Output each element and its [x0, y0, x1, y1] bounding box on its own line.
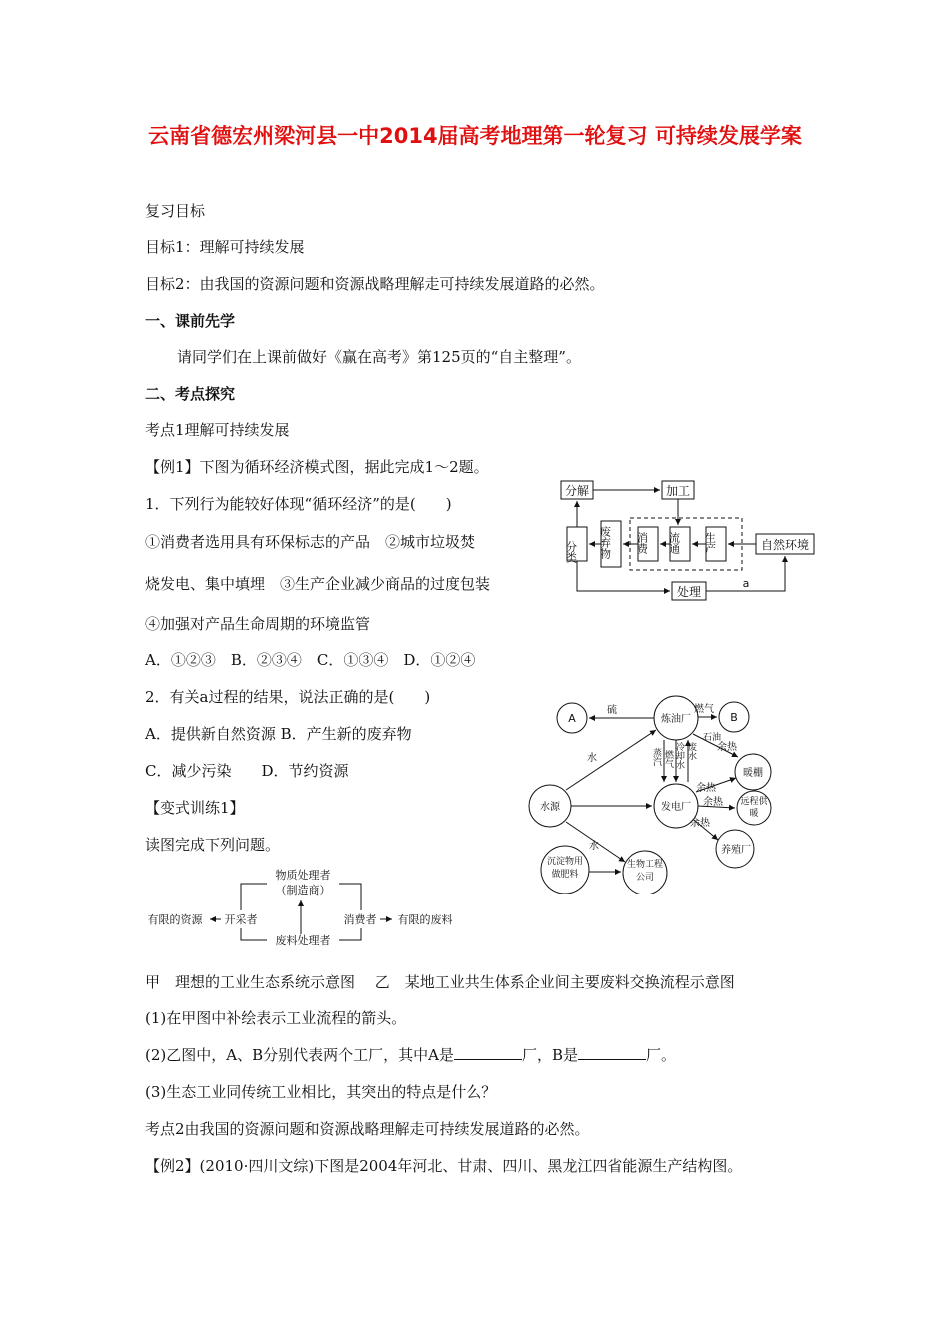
- label-ranqi: 燃气: [694, 704, 714, 715]
- label-xiaofei: 消费: [635, 532, 649, 554]
- industrial-symbiosis-diagram: [528, 692, 788, 894]
- label-yure-3: 余热: [690, 818, 710, 829]
- question-2-options-ab: A．提供新自然资源 B．产生新的废弃物: [145, 725, 412, 743]
- goal-2: 目标2：由我国的资源问题和资源战略理解走可持续发展道路的必然。: [145, 275, 605, 293]
- label-yure-4: 余热: [717, 742, 737, 753]
- question-2: 2．有关a过程的结果，说法正确的是( ): [145, 688, 431, 706]
- label-zhizao: （制造商）: [275, 884, 331, 897]
- question-2-options-cd: C．减少污染 D．节约资源: [145, 762, 349, 780]
- label-liutong: 流通: [667, 532, 681, 554]
- answer-blank-b[interactable]: [578, 1045, 646, 1060]
- label-yure-1: 余热: [696, 783, 716, 794]
- label-feiqiwu: 废弃物: [598, 526, 612, 559]
- label-liuhuang: 硫: [607, 705, 617, 716]
- label-shui-2: 水: [589, 841, 599, 852]
- label-shengchan: 生产: [703, 532, 717, 554]
- label-youxian-waste: 有限的废料: [397, 913, 453, 926]
- section-1-heading: 一、课前先学: [145, 312, 236, 330]
- label-ziran: 自然环境: [760, 538, 810, 552]
- goal-1: 目标1：理解可持续发展: [145, 238, 305, 256]
- example-2: 【例2】(2010·四川文综)下图是2004年河北、甘肃、四川、黑龙江四省能源生产结构图。: [145, 1157, 743, 1175]
- label-xiaofeizhe: 消费者: [343, 913, 377, 926]
- section-1-text: 请同学们在上课前做好《赢在高考》第125页的“自主整理”。: [177, 348, 581, 366]
- label-yangzhi: 养殖厂: [721, 845, 751, 856]
- page-title: 云南省德宏州梁河县一中2014届高考地理第一轮复习 可持续发展学案: [148, 124, 802, 148]
- label-shengwu: 生物工程公司: [627, 860, 663, 883]
- question-1-line-3: ④加强对产品生命周期的环境监管: [145, 615, 371, 633]
- label-lianyou: 炼油厂: [661, 714, 691, 725]
- part-2: (2)乙图中，A、B分别代表两个工厂，其中A是 厂，B是 厂。: [145, 1046, 676, 1064]
- label-a: a: [742, 577, 750, 590]
- label-kaicai: 开采者: [224, 913, 258, 926]
- label-yure-2: 余热: [703, 797, 723, 808]
- label-youxian-resource: 有限的资源: [147, 913, 203, 926]
- answer-blank-a[interactable]: [454, 1045, 522, 1060]
- label-node-b: B: [730, 711, 738, 724]
- label-wuzhi: 物质处理者: [275, 869, 331, 882]
- label-zhengqi: 蒸汽: [651, 748, 661, 766]
- label-jiagong: 加工: [665, 484, 691, 498]
- label-nuanpeng: 暖棚: [743, 768, 763, 779]
- circular-economy-diagram: [558, 475, 820, 605]
- label-fenlei: 分类: [564, 541, 578, 563]
- part-1: (1)在甲图中补绘表示工业流程的箭头。: [145, 1009, 407, 1027]
- label-shengwu-wrap: [627, 859, 663, 887]
- part-3: (3)生态工业同传统工业相比，其突出的特点是什么？: [145, 1083, 497, 1101]
- question-1-line-2: 烧发电、集中填埋 ③生产企业减少商品的过度包装: [145, 575, 491, 593]
- label-node-a: A: [568, 712, 576, 725]
- read-figure-text: 读图完成下列问题。: [145, 836, 281, 854]
- question-1-options: A．①②③ B．②③④ C．①③④ D．①②④: [145, 651, 476, 669]
- label-ranqi2: 燃气: [663, 750, 673, 768]
- kaodian-1: 考点1理解可持续发展: [145, 421, 290, 439]
- label-fenjie: 分解: [564, 484, 590, 498]
- question-1-line-1: ①消费者选用具有环保标志的产品 ②城市垃圾焚: [145, 533, 476, 551]
- label-yuancheng-wrap: [740, 796, 768, 822]
- label-shuiyuan: 水源: [540, 802, 560, 813]
- industrial-ecosystem-diagram: [143, 866, 463, 952]
- label-feiliao: 废料处理者: [275, 934, 331, 947]
- label-chuli: 处理: [676, 585, 702, 599]
- label-chendian-wrap: [544, 856, 586, 884]
- label-shiyou: 石油: [702, 733, 722, 743]
- label-lengque: 冷却水: [674, 742, 684, 769]
- question-1: 1．下列行为能较好体现“循环经济”的是( ): [145, 495, 452, 513]
- label-yuancheng: 远程供暖: [740, 797, 768, 819]
- example-1: 【例1】下图为循环经济模式图，据此完成1～2题。: [145, 458, 489, 476]
- label-shui-1: 水: [587, 753, 597, 764]
- label-chendian: 沉淀物用做肥料: [546, 857, 583, 880]
- label-fadian: 发电厂: [661, 802, 691, 813]
- section-2-heading: 二、考点探究: [145, 385, 236, 403]
- label-feishui: 废水: [686, 742, 696, 760]
- kaodian-2: 考点2由我国的资源问题和资源战略理解走可持续发展道路的必然。: [145, 1120, 590, 1138]
- variant-training-1: 【变式训练1】: [145, 799, 245, 817]
- goals-heading: 复习目标: [145, 202, 206, 220]
- figure-caption: 甲 理想的工业生态系统示意图 乙 某地工业共生体系企业间主要废料交换流程示意图: [145, 973, 735, 991]
